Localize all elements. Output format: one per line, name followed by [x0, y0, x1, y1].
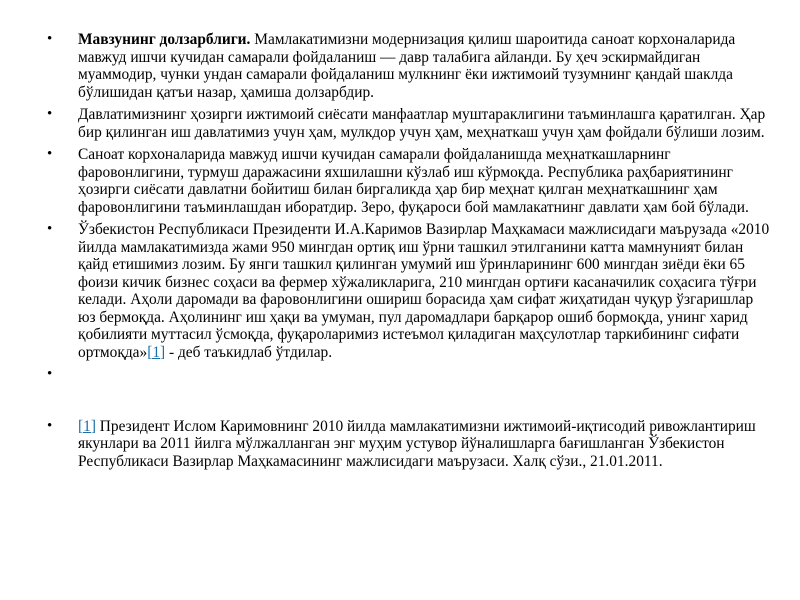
bullet-icon: •: [47, 366, 53, 382]
bullet-icon: •: [47, 417, 53, 434]
bullet-icon: •: [47, 31, 53, 47]
paragraph-topic-relevance: [0, 31, 800, 101]
paragraph-text: Давлатимизнинг ҳозирги ижтимоий сиёсати манфаатлар муштараклигини таъминлашга қаратилган. Ҳар бир қилинган иш давлатимиз учун ҳам, мулкдор учун ҳам, меҳнаткаш учун ҳам фойдали бўлиши лозим.: [78, 106, 766, 141]
footnote-backlink[interactable]: [1]: [78, 417, 96, 435]
paragraph-text: Ўзбекистон Республикаси Президенти И.А.Каримов Вазирлар Маҳкамаси мажлисидаги маърузада «2010 йилда мамлакатимизда жами 950 мингдан ортиқ иш ўрни ташкил этилганини катта мамнуният билан қайд етишимиз лозим. Бу янги ташкил қилинган умумий иш ўринларининг 600 мингдан зиёди ёки 65 фоизи кичик бизнес соҳаси ва фермер хўжаликларига, 210 мингдан ортиғи касаначилик соҳасига тўғри келади. Аҳоли даромади ва фаровонлигини ошириш борасида ҳам сифат жиҳатидан чуқур ўзгаришлар юз бермоқда. Аҳолининг иш ҳақи ва умуман, пул даромадлари барқарор ошиб бормоқда, унинг харид қобилияти муттасил ўсмоқда, фуқароларимиз истеъмол қиладиган маҳсулотлар таркибининг сифати ортмоқда»: [78, 221, 770, 361]
footnote-text: Президент Ислом Каримовнинг 2010 йилда мамлакатимизни ижтимоий-иқтисодий ривожлантириш якунлари ва 2011 йилга мўлжалланган энг муҳим устувор йўналишларга бағишланган Ўзбекистон Республикаси Вазирлар Маҳкамасининг мажлисидаги маърузаси. Халқ сўзи., 21.01.2011.: [78, 417, 756, 470]
bullet-icon: •: [47, 106, 53, 122]
bullet-icon: •: [47, 221, 53, 237]
paragraph-social-policy: [0, 106, 800, 141]
paragraph-lead: Мавзунинг долзарблиги.: [78, 31, 251, 48]
footnote-item: [0, 418, 800, 471]
paragraph-text: Мамлакатимизни модернизация қилиш шароитида саноат корхоналарида мавжуд ишчи кучидан самарали фойдаланиш — давр талабига айланди. Бу ҳеч эскирмайдиган муаммодир, чунки ундан самарали фойдаланиш мулкнинг ёки ижтимоий тузумнинг қандай шаклда бўлишидан қатъи назар, ҳамиша долзарбдир.: [78, 31, 736, 101]
paragraph-tail: - деб таъкидлаб ўтдилар.: [165, 343, 333, 361]
paragraph-text: Саноат корхоналарида мавжуд ишчи кучидан самарали фойдаланишда меҳнаткашларнинг фаровонлигини, турмуш даражасини яхшилашни кўзлаб иш кўрмоқда. Республика раҳбариятининг ҳозирги сиёсати давлатни бойитиш билан биргаликда ҳар бир меҳнат қилган меҳнаткашнинг ҳам фаровонлигини таъминлашдан иборатдир. Зеро, фуқароси бой мамлакатнинг давлати ҳам бой бўлади.: [78, 146, 749, 216]
paragraph-president-quote: [0, 221, 800, 361]
bullet-icon: •: [47, 146, 53, 162]
document-body: [0, 31, 800, 475]
empty-bullet: [0, 366, 800, 384]
paragraph-welfare: [0, 146, 800, 216]
footnote-reference-link[interactable]: [1]: [147, 343, 166, 361]
